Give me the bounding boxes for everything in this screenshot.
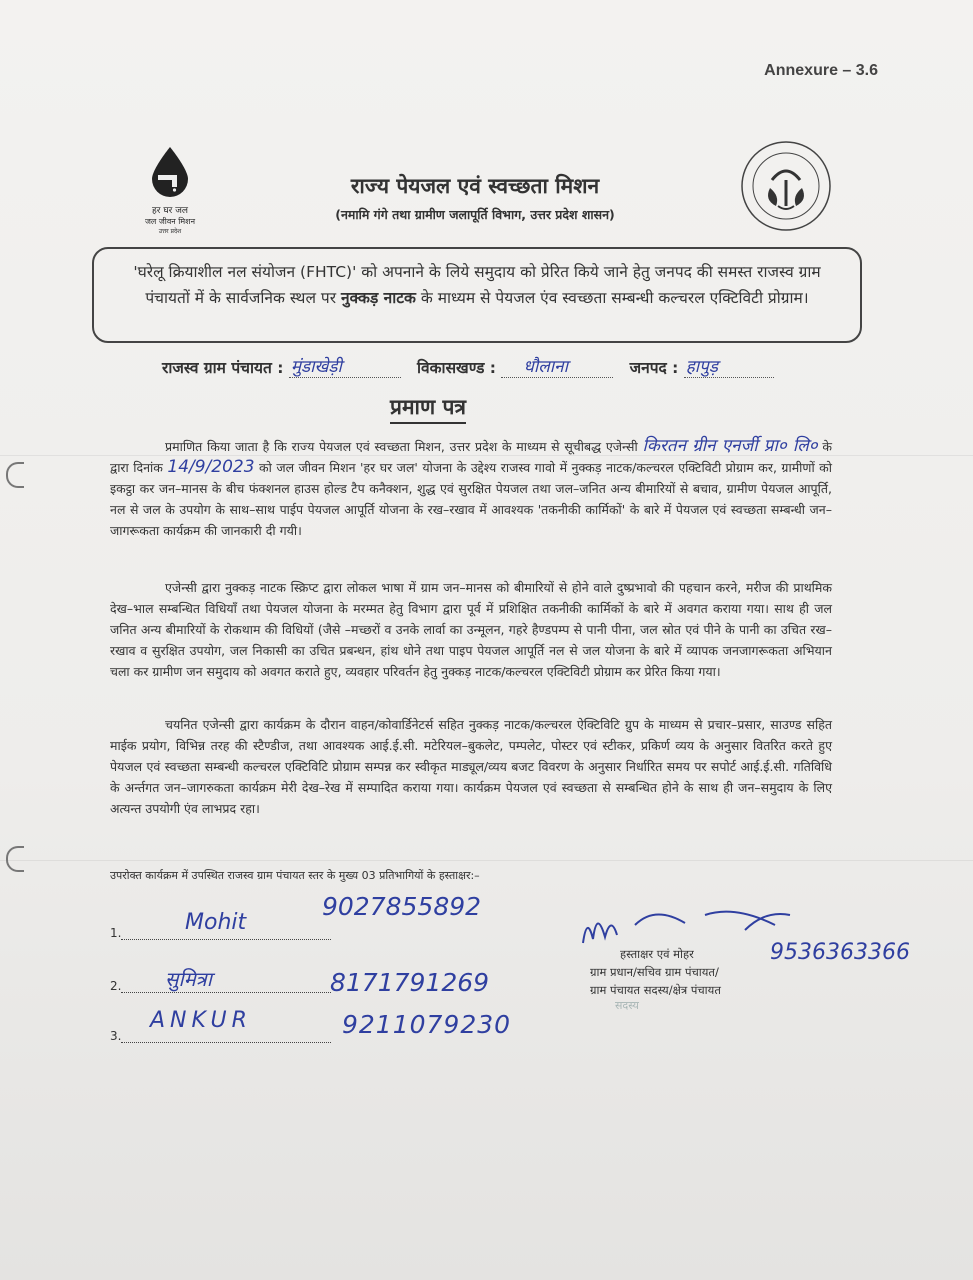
sig-number: 2. (110, 979, 122, 993)
pradhan-signature-block (590, 945, 721, 999)
pradhan-phone: 9536363366 (770, 940, 910, 965)
para3-text: चयनित एजेन्सी द्वारा कार्यक्रम के दौरान वाहन/कोवार्डिनेटर्स सहित नुक्कड़ नाटक/कल्चरल ऐक्टिविटि ग्रुप के माध्यम से प्रचार–प्रसार, साउण्ड सहित माईक प्रयोग, विभिन्न तरह की स्टैण्डीज, तथा आवश्यक आई.ई.सी. मटेरियल–बुकलेट, पम्पलेट, पोस्टर एवं स्टीकर, प्रकिर्ण व्यय के अनुसार वितरित करते हुए पेयजल एवं स्वच्छता सम्बन्धी कल्चरल एक्टिविटि प्रोग्राम सम्पन्न कर स्वीकृत माड्यूल/व्यय बजट विवरण के अनुसार निर्धारित समय पर सपोर्ट आई.ई.सी. गतिविधि के अर्न्तगत जन–जागरुकता कार्यक्रम मेरी देख–रेख में सम्पादित कराया गया। कार्यक्रम पेयजल एवं स्वच्छता से सम्बन्धित होने के साथ ही जन–समुदाय के लिए अत्यन्त उपयोगी एंव लाभप्रद रहा। (110, 717, 832, 816)
logo-text-3: उत्तर प्रदेश (158, 228, 182, 235)
para1-text-b: के द्वारा दिनांक (110, 439, 832, 475)
sig-number: 3. (110, 1029, 122, 1043)
participant-2-signature: सुमित्रा (165, 967, 212, 991)
mission-subtitle: (नमामि गंगे तथा ग्रामीण जलापूर्ति विभाग, उत्तर प्रदेश शासन) (335, 207, 615, 222)
paragraph-1 (110, 436, 832, 541)
para1-text-a: प्रमाणित किया जाता है कि राज्य पेयजल एवं स्वच्छता मिशन, उत्तर प्रदेश के माध्यम से सूचीबद्ध एजेन्सी (165, 439, 643, 454)
sig-number: 1. (110, 926, 122, 940)
block-field (501, 357, 613, 378)
punch-hole (6, 846, 24, 872)
gram-panchayat-value: मुंडाखेड़ी (290, 357, 342, 377)
punch-hole (6, 462, 24, 488)
mission-title: राज्य पेयजल एवं स्वच्छता मिशन (350, 174, 600, 198)
program-date: 14/9/2023 (167, 457, 255, 477)
sign-and-seal-label: हस्ताक्षर एवं मोहर (620, 947, 694, 961)
participants-signature-note: उपरोक्त कार्यक्रम में उपस्थित राजस्व ग्राम पंचायत स्तर के मुख्य 03 प्रतिभागियों के हस्ताक्षर:– (110, 869, 480, 882)
box-text-2: के माध्यम से पेयजल एंव स्वच्छता सम्बन्धी कल्चरल एक्टिविटी प्रोग्राम। (415, 289, 809, 307)
district-label: जनपद : (629, 359, 679, 377)
location-fields (162, 356, 862, 378)
member-role-label: ग्राम पंचायत सदस्य/क्षेत्र पंचायत (590, 983, 721, 997)
paragraph-3 (110, 714, 832, 819)
agency-name: किरतन ग्रीन एनर्जी प्रा० लि० (642, 436, 818, 456)
participant-3-phone: 9211079230 (342, 1010, 512, 1039)
box-text-bold: नुक्कड़ नाटक (340, 289, 416, 307)
logo-text-2: जल जीवन मिशन (144, 217, 196, 226)
block-label: विकासखण्ड : (417, 359, 496, 377)
participant-1-phone: 9027855892 (322, 892, 482, 921)
up-government-emblem (740, 140, 832, 232)
district-field (684, 357, 774, 378)
para2-text: एजेन्सी द्वारा नुक्कड़ नाटक स्क्रिप्ट द्वारा लोकल भाषा में ग्राम जन–मानस को बीमारियों से होने वाले दुष्प्रभावो की पहचान करने, मरीज की प्राथमिक देख–भाल सम्बन्धित विधियाँ तथा पेयजल योजना के मरम्मत हेतु विभाग द्वारा पूर्व में प्रशिक्षित तकनीकी कार्मिकों के बारे में अवगत कराया गया। साथ ही जल जनित अन्य बीमारियों के रोकथाम की विधियों (जैसे –मच्छरों व उनके लार्वा का उन्मूलन, गहरे हैण्डपम्प से पानी पीना, जल स्रोत एवं पीने के पानी का उचित रख–रखाव व सुरक्षित उपयोग, जल निकासी का उचित प्रबन्धन, हांथ धोने तथा पाइप पेयजल आपूर्ति नल से जल योजना के बारे में व्यापक जनजागरूकता अभियान चला कर ग्रामीण जन समुदाय को अवगत कराते हुए, व्यवहार परिवर्तन हेतु नुक्कड़ नाटक/कल्चरल एक्टिविटी प्रोग्राम कर प्रेरित किया गया। (110, 580, 832, 679)
faded-stamp: सदस्य (615, 999, 639, 1012)
para1-text-c: को जल जीवन मिशन 'हर घर जल' योजना के उद्देश्य राजस्व गावो में नुक्कड़ नाटक/कल्चरल एक्टिविटी प्रोग्राम कर, ग्रामीणों को इकट्ठा कर जन–मानस के बीच फंक्शनल हाउस होल्ड टैप कनैक्शन, शुद्ध एवं सुरक्षित पेयजल तथा जल–जनित अन्य बीमारियों से बचाव, ग्रामीण पेयजल आपूर्ति, नल से जल के उपयोग के साथ–साथ पाईप पेयजल आपूर्ति योजना के रख–रखाव में आवश्यक 'तकनीकी कार्मिकों' के बारे में पेयजल एवं स्वच्छता सम्बन्धी जन–जागरूकता कार्यक्रम की जानकारी दी गयी। (110, 460, 832, 538)
district-value: हापुड़ (685, 357, 718, 377)
gram-panchayat-field (289, 357, 401, 378)
participant-2-phone: 8171791269 (330, 968, 490, 997)
program-description-box (92, 247, 862, 343)
box-text-1: 'घरेलू क्रियाशील नल संयोजन (FHTC)' को अपनाने के लिये समुदाय को प्रेरित किये जाने हेतु जनपद की समस्त राजस्व ग्राम पंचायतों में के सार्वजनिक स्थल पर (133, 263, 821, 307)
signature-row-2 (110, 978, 331, 993)
paragraph-2 (110, 577, 832, 682)
participant-3-signature: ANKUR (150, 1008, 252, 1033)
certificate-title: प्रमाण पत्र (390, 393, 466, 424)
logo-text-1: हर घर जल (152, 206, 188, 216)
pradhan-role-label: ग्राम प्रधान/सचिव ग्राम पंचायत/ (590, 965, 719, 979)
har-ghar-jal-logo (125, 145, 215, 235)
gram-panchayat-label: राजस्व ग्राम पंचायत : (162, 359, 284, 377)
water-drop-icon (148, 145, 192, 197)
participant-1-signature: Mohit (185, 910, 247, 935)
block-value: धौलाना (523, 357, 569, 377)
annexure-label: Annexure – 3.6 (764, 62, 878, 79)
